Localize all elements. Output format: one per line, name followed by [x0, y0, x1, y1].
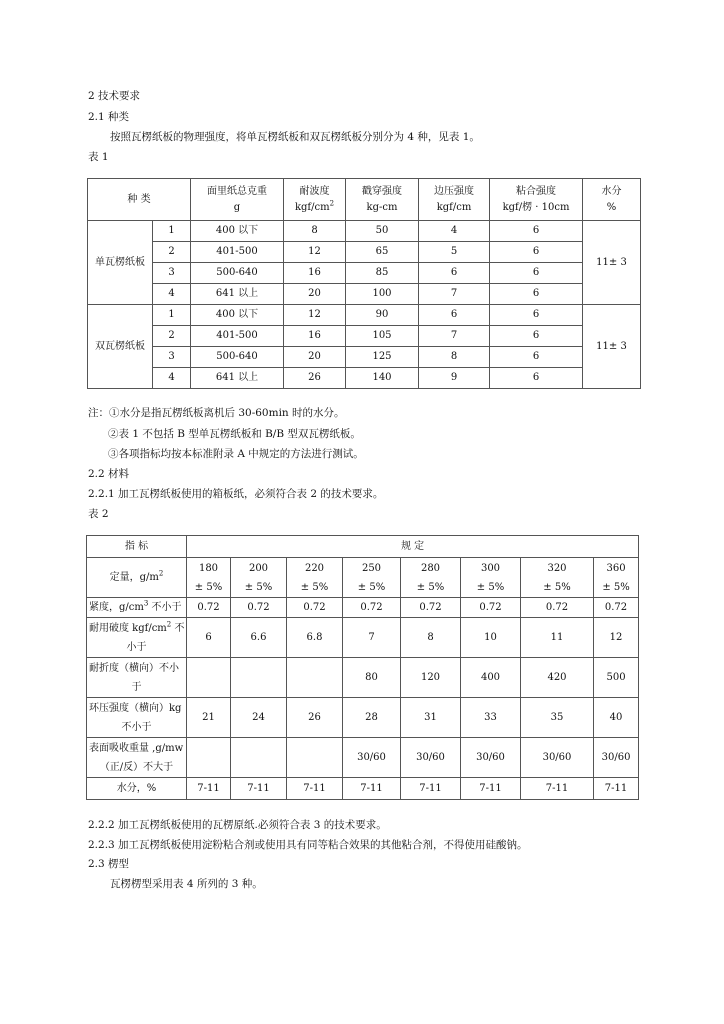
- section-2-1-text: 按照瓦楞纸板的物理强度，将单瓦楞纸板和双瓦楞纸板分别分为 4 种，见表 1。: [110, 131, 480, 143]
- table-cell: 400 以下: [191, 221, 284, 242]
- table-cell: 6: [490, 284, 583, 305]
- table-cell: [187, 658, 231, 698]
- table-cell: 6: [490, 305, 583, 326]
- t2-header-spec: 规 定: [187, 536, 639, 558]
- note-1: 注：①水分是指瓦楞纸板离机后 30-60min 时的水分。: [88, 407, 345, 419]
- table-cell: 6: [490, 368, 583, 389]
- table-cell: 2: [153, 326, 191, 347]
- t1-group-single: 单瓦楞纸板: [88, 221, 153, 305]
- table-cell: 30/60: [401, 738, 461, 778]
- table-2-caption: 表 2: [88, 508, 109, 520]
- table-cell: 16: [284, 326, 346, 347]
- table-cell: 0.72: [187, 598, 231, 618]
- table-cell: [287, 738, 343, 778]
- table-cell: [187, 738, 231, 778]
- t1-header-puncture: 戳穿强度 kg-cm: [346, 179, 419, 221]
- t2-ration-label: 定量，$g/m^2$: [87, 558, 187, 598]
- section-2-3-text: 瓦楞楞型采用表 4 所列的 3 种。: [110, 878, 263, 890]
- table-cell: 200 ± 5%: [231, 558, 287, 598]
- t1-header-edge: 边压强度 kgf/cm: [419, 179, 490, 221]
- table-cell: 0.72: [401, 598, 461, 618]
- t1-moisture-single: 11± 3: [583, 221, 641, 305]
- table-cell: 35: [521, 698, 594, 738]
- table-cell: 30/60: [594, 738, 639, 778]
- table-cell: 31: [401, 698, 461, 738]
- table-cell: 20: [284, 347, 346, 368]
- table-cell: 6: [490, 263, 583, 284]
- t2-row-label-fold: 耐折度（横向）不小 于: [87, 658, 187, 698]
- table-cell: 5: [419, 242, 490, 263]
- table-cell: 7-11: [287, 778, 343, 800]
- table-cell: 26: [287, 698, 343, 738]
- table-cell: 320 ± 5%: [521, 558, 594, 598]
- table-cell: 6: [419, 305, 490, 326]
- table-cell: [231, 738, 287, 778]
- table-cell: 6: [490, 221, 583, 242]
- table-cell: 0.72: [343, 598, 401, 618]
- t2-row-label-absorb: 表面吸收重量 ,g/mw （正/反）不大于: [87, 738, 187, 778]
- table-cell: 6: [490, 347, 583, 368]
- table-cell: 90: [346, 305, 419, 326]
- t1-header-weight: 面里纸总克重 g: [191, 179, 284, 221]
- table-cell: 80: [343, 658, 401, 698]
- table-cell: 7-11: [461, 778, 521, 800]
- section-2-2-1-text: 2.2.1 加工瓦楞纸板使用的箱板纸，必须符合表 2 的技术要求。: [88, 488, 384, 500]
- table-cell: 12: [594, 618, 639, 658]
- table-cell: 4: [419, 221, 490, 242]
- table-cell: 30/60: [521, 738, 594, 778]
- table-cell: 220 ± 5%: [287, 558, 343, 598]
- table-cell: 360 ± 5%: [594, 558, 639, 598]
- table-cell: 300 ± 5%: [461, 558, 521, 598]
- table-cell: 7-11: [401, 778, 461, 800]
- table-cell: [231, 658, 287, 698]
- table-cell: 65: [346, 242, 419, 263]
- table-cell: 8: [419, 347, 490, 368]
- t2-row-label-ring: 环压强度（横向）kg 不小于: [87, 698, 187, 738]
- t1-moisture-double: 11± 3: [583, 305, 641, 389]
- table-cell: 400: [461, 658, 521, 698]
- table-cell: 3: [153, 347, 191, 368]
- table-cell: 8: [284, 221, 346, 242]
- table-cell: 50: [346, 221, 419, 242]
- table-cell: 401-500: [191, 326, 284, 347]
- table-cell: 16: [284, 263, 346, 284]
- table-1-caption: 表 1: [88, 151, 109, 163]
- table-1: [87, 178, 641, 389]
- t2-row-label-density: 紧度，$g/cm^3$ 不小于: [87, 598, 187, 618]
- t1-header-bond: 粘合强度 kgf/楞 · 10cm: [490, 179, 583, 221]
- section-2-3-heading: 2.3 楞型: [88, 858, 130, 870]
- table-cell: 0.72: [231, 598, 287, 618]
- section-2-2-heading: 2.2 材料: [88, 468, 130, 480]
- section-2-1-heading: 2.1 种类: [88, 111, 130, 123]
- t2-header-index: 指 标: [87, 536, 187, 558]
- table-cell: 401-500: [191, 242, 284, 263]
- table-cell: 4: [153, 368, 191, 389]
- table-cell: 12: [284, 305, 346, 326]
- table-cell: 120: [401, 658, 461, 698]
- table-cell: 180 ± 5%: [187, 558, 231, 598]
- note-2: ②表 1 不包括 B 型单瓦楞纸板和 B/B 型双瓦楞纸板。: [108, 428, 361, 440]
- table-cell: 280 ± 5%: [401, 558, 461, 598]
- table-cell: 400 以下: [191, 305, 284, 326]
- table-cell: 85: [346, 263, 419, 284]
- table-cell: 0.72: [521, 598, 594, 618]
- table-cell: 4: [153, 284, 191, 305]
- table-cell: 7-11: [594, 778, 639, 800]
- table-cell: 1: [153, 305, 191, 326]
- t2-row-label-burst: 耐用破度 kgf/$cm^2$ 不 小于: [87, 618, 187, 658]
- note-3: ③各项指标均按本标准附录 A 中规定的方法进行测试。: [108, 448, 364, 460]
- table-cell: 6.6: [231, 618, 287, 658]
- table-cell: 21: [187, 698, 231, 738]
- t1-header-burst: 耐波度 kgf/$cm^2$: [284, 179, 346, 221]
- table-cell: 7-11: [231, 778, 287, 800]
- t1-header-kind: 种 类: [88, 179, 191, 221]
- table-cell: 30/60: [461, 738, 521, 778]
- table-cell: 0.72: [287, 598, 343, 618]
- t1-header-moisture: 水分 %: [583, 179, 641, 221]
- table-2: [86, 535, 639, 800]
- section-2-heading: 2 技术要求: [88, 90, 141, 102]
- table-cell: 7: [419, 326, 490, 347]
- table-cell: 20: [284, 284, 346, 305]
- table-cell: 0.72: [594, 598, 639, 618]
- table-cell: 250 ± 5%: [343, 558, 401, 598]
- table-cell: 140: [346, 368, 419, 389]
- t2-row-label-moisture: 水分，%: [87, 778, 187, 800]
- table-cell: 105: [346, 326, 419, 347]
- table-cell: [287, 658, 343, 698]
- table-cell: 500: [594, 658, 639, 698]
- table-cell: 6: [490, 242, 583, 263]
- table-cell: 641 以上: [191, 368, 284, 389]
- table-cell: 7: [419, 284, 490, 305]
- table-cell: 11: [521, 618, 594, 658]
- table-cell: 500-640: [191, 263, 284, 284]
- table-cell: 6: [187, 618, 231, 658]
- table-cell: 26: [284, 368, 346, 389]
- table-cell: 100: [346, 284, 419, 305]
- table-cell: 8: [401, 618, 461, 658]
- table-cell: 30/60: [343, 738, 401, 778]
- table-cell: 420: [521, 658, 594, 698]
- table-cell: 12: [284, 242, 346, 263]
- table-cell: 6: [490, 326, 583, 347]
- table-cell: 1: [153, 221, 191, 242]
- table-cell: 500-640: [191, 347, 284, 368]
- section-2-2-3-text: 2.2.3 加工瓦楞纸板使用淀粉粘合剂或使用具有同等粘合效果的其他粘合剂，不得使用硅酸钠。: [88, 839, 528, 851]
- table-cell: 6: [419, 263, 490, 284]
- table-cell: 7-11: [343, 778, 401, 800]
- t1-group-double: 双瓦楞纸板: [88, 305, 153, 389]
- table-cell: 7-11: [521, 778, 594, 800]
- table-cell: 24: [231, 698, 287, 738]
- table-cell: 28: [343, 698, 401, 738]
- table-cell: 2: [153, 242, 191, 263]
- table-cell: 10: [461, 618, 521, 658]
- table-cell: 40: [594, 698, 639, 738]
- table-cell: 9: [419, 368, 490, 389]
- table-cell: 641 以上: [191, 284, 284, 305]
- table-cell: 7-11: [187, 778, 231, 800]
- table-cell: 33: [461, 698, 521, 738]
- section-2-2-2-text: 2.2.2 加工瓦楞纸板使用的瓦楞原纸.必须符合表 3 的技术要求。: [88, 819, 387, 831]
- table-cell: 0.72: [461, 598, 521, 618]
- table-cell: 6.8: [287, 618, 343, 658]
- table-cell: 7: [343, 618, 401, 658]
- table-cell: 3: [153, 263, 191, 284]
- table-cell: 125: [346, 347, 419, 368]
